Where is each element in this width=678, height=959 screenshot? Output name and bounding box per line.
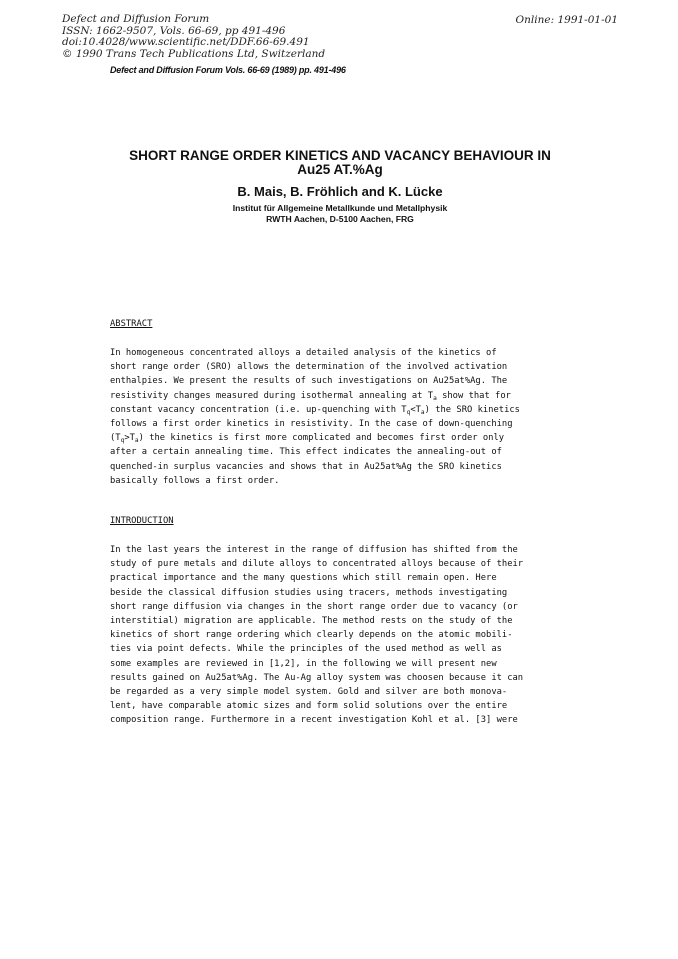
abstract-line bbox=[110, 403, 550, 417]
introduction-body bbox=[110, 543, 550, 728]
abstract-line: follows a first order kinetics in resistivity. In the case of down-quenching bbox=[110, 419, 513, 430]
issn-line: ISSN: 1662-9507, Vols. 66-69, pp 491-496 bbox=[62, 24, 286, 37]
text-segment: show that for bbox=[436, 390, 511, 401]
title-line-2: Au25 AT.%Ag bbox=[297, 162, 383, 177]
text-segment: ) the SRO kinetics bbox=[424, 404, 520, 415]
intro-line: composition range. Furthermore in a recent investigation Kohl et al. [3] were bbox=[110, 715, 518, 726]
journal-name: Defect and Diffusion Forum bbox=[62, 13, 210, 25]
paper-title bbox=[100, 149, 580, 177]
title-line-1: SHORT RANGE ORDER KINETICS AND VACANCY BEHAVIOUR IN bbox=[129, 148, 551, 163]
affiliation bbox=[100, 203, 580, 224]
text-segment: ) the kinetics is first more complicated and becomes first order only bbox=[138, 433, 505, 444]
intro-line: ties via point defects. While the principles of the used method as well as bbox=[110, 644, 502, 655]
intro-line: results gained on Au25at%Ag. The Au-Ag alloy system was choosen because it can bbox=[110, 672, 524, 683]
subscript: q bbox=[120, 437, 125, 445]
text-segment: (T bbox=[110, 433, 121, 444]
journal-volume-line: Defect and Diffusion Forum Vols. 66-69 (1989) pp. 491-496 bbox=[110, 65, 346, 75]
introduction-heading: INTRODUCTION bbox=[110, 516, 174, 526]
online-date: Online: 1991-01-01 bbox=[515, 14, 618, 26]
intro-line: some examples are reviewed in [1,2], in the following we will present new bbox=[110, 658, 497, 669]
intro-line: study of pure metals and dilute alloys to concentrated alloys because of their bbox=[110, 559, 524, 570]
intro-line: be regarded as a very simple model system. Gold and silver are both monova- bbox=[110, 687, 508, 698]
text-segment: <T bbox=[410, 404, 421, 415]
abstract-line: quenched-in surplus vacancies and shows that in Au25at%Ag the SRO kinetics bbox=[110, 461, 502, 472]
abstract-line: short range order (SRO) allows the determination of the involved activation bbox=[110, 362, 508, 373]
intro-line: short range diffusion via changes in the short range order due to vacancy (or bbox=[110, 601, 518, 612]
doi-line: doi:10.4028/www.scientific.net/DDF.66-69.491 bbox=[62, 36, 310, 49]
affiliation-line-1: Institut für Allgemeine Metallkunde und Metallphysik bbox=[232, 203, 448, 213]
affiliation-line-2: RWTH Aachen, D-5100 Aachen, FRG bbox=[266, 213, 414, 224]
abstract-line: basically follows a first order. bbox=[110, 475, 280, 486]
abstract-body bbox=[110, 346, 550, 488]
intro-line: interstitial) migration are applicable. The method rests on the study of the bbox=[110, 616, 513, 627]
abstract-line: In homogeneous concentrated alloys a detailed analysis of the kinetics of bbox=[110, 348, 497, 358]
abstract-line: after a certain annealing time. This effect indicates the annealing-out of bbox=[110, 447, 502, 458]
intro-line: practical importance and the many questions which still remain open. Here bbox=[110, 573, 497, 584]
abstract-heading: ABSTRACT bbox=[110, 319, 153, 329]
abstract-line bbox=[110, 389, 550, 403]
intro-line: In the last years the interest in the range of diffusion has shifted from the bbox=[110, 545, 518, 555]
subscript: a bbox=[134, 437, 139, 445]
subscript: q bbox=[406, 408, 411, 416]
abstract-line bbox=[110, 431, 550, 445]
text-segment: resistivity changes measured during isothermal annealing at T bbox=[110, 390, 434, 401]
text-segment: >T bbox=[124, 433, 135, 444]
intro-line: beside the classical diffusion studies using tracers, methods investigating bbox=[110, 587, 508, 598]
intro-line: kinetics of short range ordering which clearly depends on the atomic mobili- bbox=[110, 630, 513, 641]
abstract-line: enthalpies. We present the results of such investigations on Au25at%Ag. The bbox=[110, 376, 508, 387]
copyright-line: © 1990 Trans Tech Publications Ltd, Switzerland bbox=[62, 47, 326, 60]
text-segment: constant vacancy concentration (i.e. up-quenching with T bbox=[110, 404, 407, 415]
subscript: a bbox=[420, 408, 425, 416]
intro-line: lent, have comparable atomic sizes and form solid solutions over the entire bbox=[110, 701, 508, 712]
authors: B. Mais, B. Fröhlich and K. Lücke bbox=[237, 184, 443, 199]
subscript: a bbox=[433, 394, 437, 402]
